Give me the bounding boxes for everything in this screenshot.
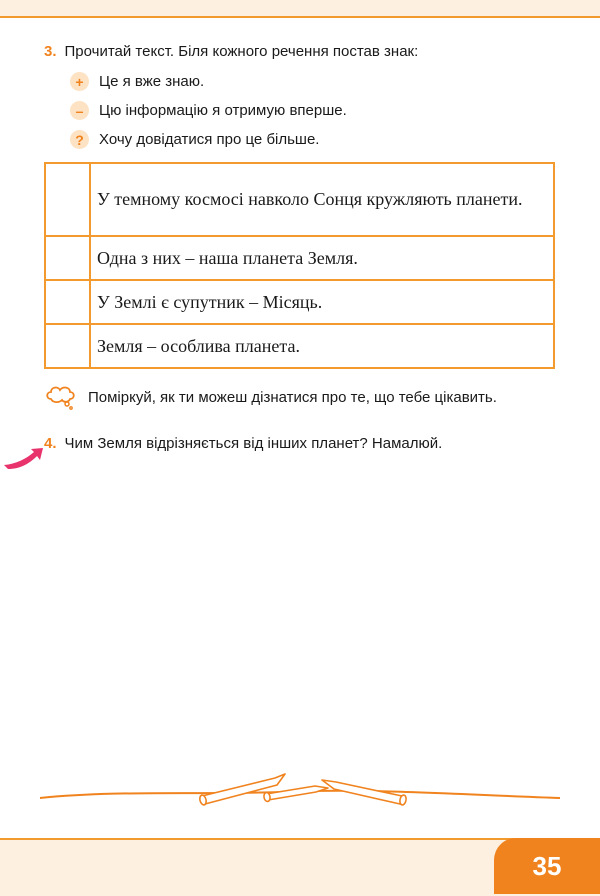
legend-text: Це я вже знаю. — [99, 73, 205, 90]
task-3-instruction — [44, 42, 418, 62]
thought-cloud-icon — [44, 384, 78, 410]
instruction-text: Прочитай текст. Біля кожного речення постав знак: — [64, 43, 419, 60]
table-row — [45, 324, 554, 368]
sentence-cell: Земля – особлива планета. — [90, 324, 554, 368]
mark-cell[interactable] — [45, 324, 90, 368]
plus-icon: + — [70, 72, 89, 91]
minus-icon: – — [70, 101, 89, 120]
think-note — [44, 384, 497, 410]
task-4-instruction — [44, 434, 442, 454]
mark-cell[interactable] — [45, 280, 90, 324]
instruction-text: Чим Земля відрізняється від інших планет? Намалюй. — [64, 435, 443, 452]
task-number: 3. — [44, 43, 57, 60]
table-row — [45, 163, 554, 236]
legend-text: Хочу довідатися про це більше. — [99, 131, 320, 148]
think-text: Поміркуй, як ти можеш дізнатися про те, що тебе цікавить. — [88, 388, 497, 406]
mark-cell[interactable] — [45, 236, 90, 280]
top-band — [0, 0, 600, 18]
pink-arrow-icon — [2, 445, 46, 475]
sentence-cell: У темному космосі навколо Сонця кружляють планети. — [90, 163, 554, 236]
sentence-cell: Одна з них – наша планета Земля. — [90, 236, 554, 280]
mark-cell[interactable] — [45, 163, 90, 236]
legend-text: Цю інформацію я отримую вперше. — [99, 102, 347, 119]
table-row — [45, 280, 554, 324]
legend-item-plus — [70, 72, 204, 91]
table-row — [45, 236, 554, 280]
sentence-cell: У Землі є супутник – Місяць. — [90, 280, 554, 324]
question-icon: ? — [70, 130, 89, 149]
legend-item-minus — [70, 101, 347, 120]
page-number: 35 — [494, 838, 600, 894]
pencils-decoration — [0, 760, 600, 830]
task-number: 4. — [44, 435, 57, 452]
legend-item-question — [70, 130, 319, 149]
sentences-table — [44, 162, 555, 369]
